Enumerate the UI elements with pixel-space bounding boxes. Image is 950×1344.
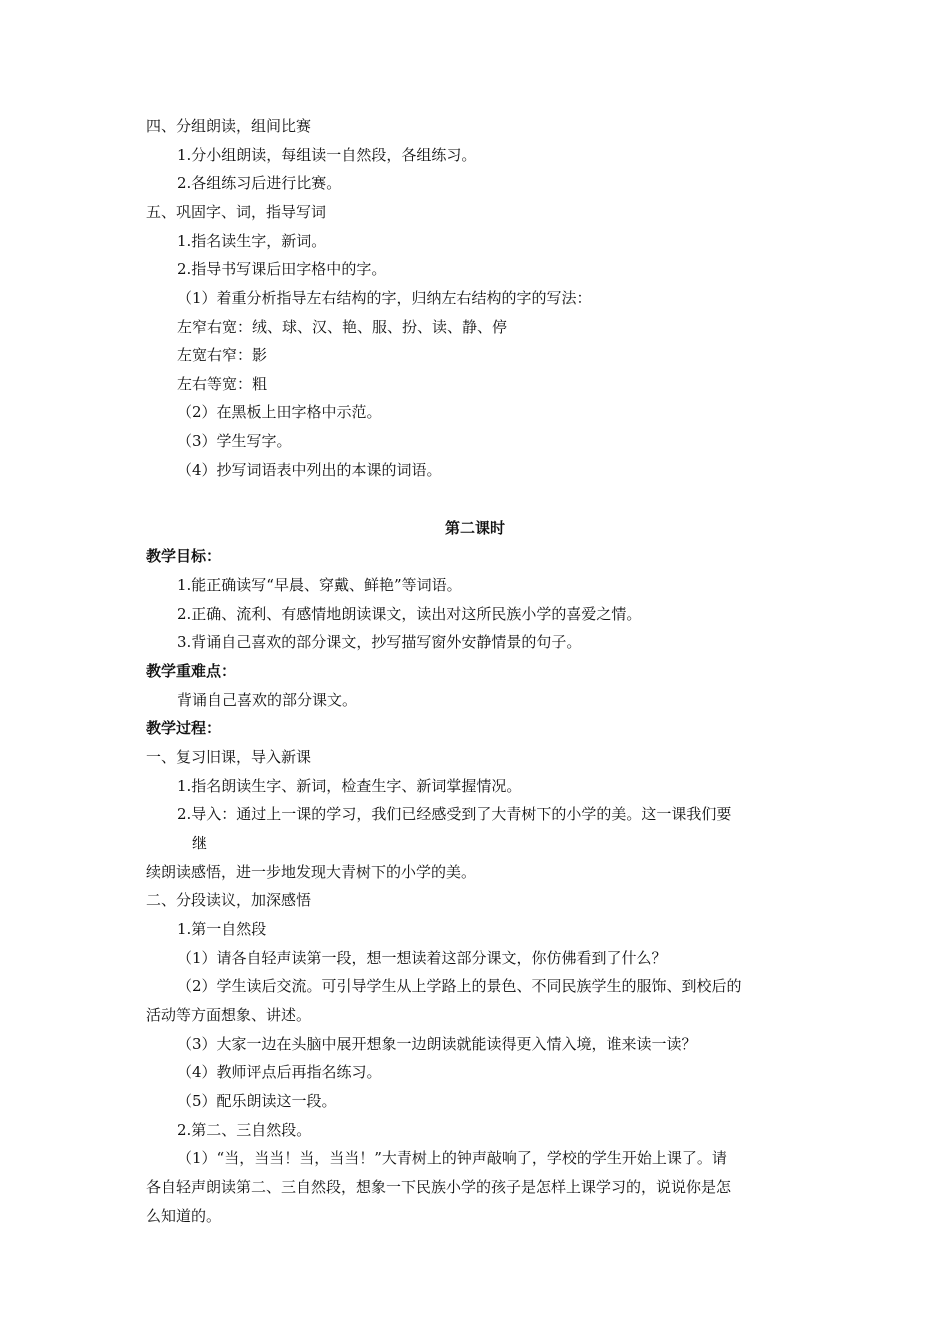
text-line: 2.第二、三自然段。 [177, 1121, 312, 1139]
heading-key-points: 教学重难点： [146, 662, 237, 680]
section-heading-1: 一、复习旧课，导入新课 [146, 748, 312, 766]
text-line: 么知道的。 [146, 1207, 222, 1225]
text-line: （3）学生写字。 [177, 432, 292, 450]
text-line: 左宽右窄：影 [177, 346, 268, 364]
text-line: （4）教师评点后再指名练习。 [177, 1063, 382, 1081]
text-line: 2.各组练习后进行比赛。 [177, 174, 342, 192]
section-heading-5: 五、巩固字、词，指导写词 [146, 203, 327, 221]
text-line: （5）配乐朗读这一段。 [177, 1092, 337, 1110]
text-line: 2.导入：通过上一课的学习，我们已经感受到了大青树下的小学的美。这一课我们要 [177, 805, 732, 823]
heading-process: 教学过程： [146, 719, 222, 737]
text-line: 1.指名朗读生字、新词，检查生字、新词掌握情况。 [177, 777, 522, 795]
text-line: 各自轻声朗读第二、三自然段，想象一下民族小学的孩子是怎样上课学习的，说说你是怎 [146, 1178, 732, 1196]
text-line: 2.指导书写课后田字格中的字。 [177, 260, 387, 278]
heading-teaching-goals: 教学目标： [146, 547, 222, 565]
text-line: 1.第一自然段 [177, 920, 267, 938]
text-line: 续朗读感悟，进一步地发现大青树下的小学的美。 [146, 863, 477, 881]
text-line: （2）学生读后交流。可引导学生从上学路上的景色、不同民族学生的服饰、到校后的 [177, 977, 742, 995]
text-line: 1.分小组朗读，每组读一自然段，各组练习。 [177, 146, 477, 164]
text-line: 左窄右宽：绒、球、汉、艳、服、扮、读、静、停 [177, 318, 508, 336]
section-heading-4: 四、分组朗读，组间比赛 [146, 117, 312, 135]
text-line: 2.正确、流利、有感情地朗读课文，读出对这所民族小学的喜爱之情。 [177, 605, 642, 623]
text-line: （1）“当，当当！当，当当！”大青树上的钟声敲响了，学校的学生开始上课了。请 [177, 1149, 727, 1167]
text-line: （3）大家一边在头脑中展开想象一边朗读就能读得更入情入境，谁来读一读？ [177, 1035, 697, 1053]
lesson-title: 第二课时 [444, 519, 505, 537]
text-line: 活动等方面想象、讲述。 [146, 1006, 312, 1024]
text-line: （2）在黑板上田字格中示范。 [177, 403, 382, 421]
text-line: 左右等宽：粗 [177, 375, 268, 393]
text-line: （1）着重分析指导左右结构的字，归纳左右结构的字的写法： [177, 289, 592, 307]
text-line: 背诵自己喜欢的部分课文。 [177, 691, 358, 709]
text-line: 3.背诵自己喜欢的部分课文，抄写描写窗外安静情景的句子。 [177, 633, 582, 651]
section-heading-2: 二、分段读议，加深感悟 [146, 891, 312, 909]
text-line: （1）请各自轻声读第一段，想一想读着这部分课文，你仿佛看到了什么？ [177, 949, 667, 967]
text-line: 1.能正确读写“早晨、穿戴、鲜艳”等词语。 [177, 576, 462, 594]
text-line: 继 [192, 834, 208, 852]
text-line: 1.指名读生字，新词。 [177, 232, 327, 250]
text-line: （4）抄写词语表中列出的本课的词语。 [177, 461, 442, 479]
